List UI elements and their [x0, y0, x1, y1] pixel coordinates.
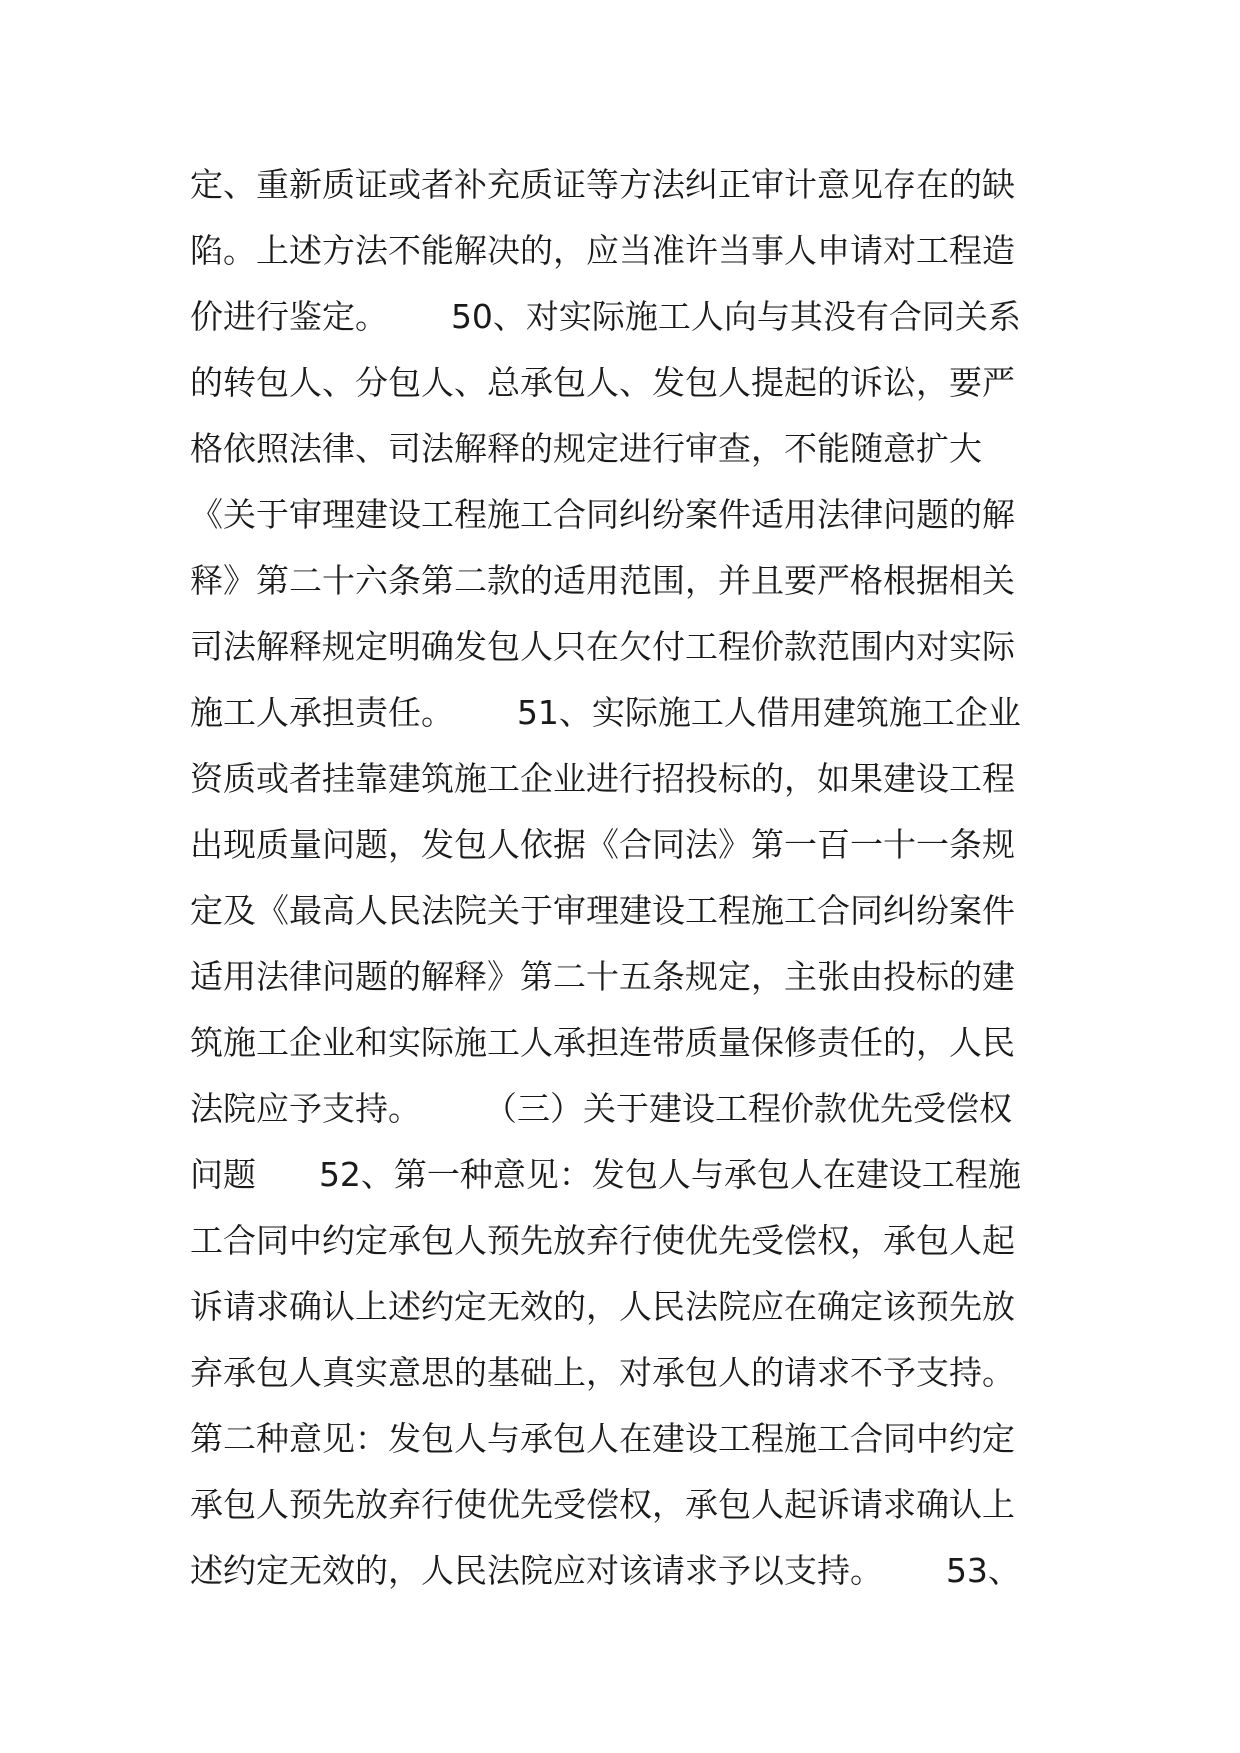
text-line: 司法解释规定明确发包人只在欠付工程价款范围内对实际 [190, 627, 1015, 666]
text-line: 述约定无效的，人民法院应对该请求予以支持。 53、 [190, 1551, 1021, 1590]
text-line: 价进行鉴定。 50、对实际施工人向与其没有合同关系 [190, 297, 1021, 336]
text-line: 第二种意见：发包人与承包人在建设工程施工合同中约定 [190, 1419, 1015, 1458]
text-line: 出现质量问题，发包人依据《合同法》第一百一十一条规 [190, 825, 1015, 864]
text-line: 适用法律问题的解释》第二十五条规定，主张由投标的建 [190, 957, 1015, 996]
text-line: 资质或者挂靠建筑施工企业进行招投标的，如果建设工程 [190, 759, 1015, 798]
text-line: 定、重新质证或者补充质证等方法纠正审计意见存在的缺 [190, 165, 1015, 204]
body-text [190, 152, 1050, 1604]
text-line: 法院应予支持。 （三）关于建设工程价款优先受偿权 [190, 1089, 1012, 1128]
text-line: 定及《最高人民法院关于审理建设工程施工合同纠纷案件 [190, 891, 1015, 930]
text-line: 弃承包人真实意思的基础上，对承包人的请求不予支持。 [190, 1353, 1015, 1392]
text-line: 工合同中约定承包人预先放弃行使优先受偿权，承包人起 [190, 1221, 1015, 1260]
text-line: 《关于审理建设工程施工合同纠纷案件适用法律问题的解 [190, 495, 1015, 534]
text-line: 问题 52、第一种意见：发包人与承包人在建设工程施 [190, 1155, 1021, 1194]
text-line: 诉请求确认上述约定无效的，人民法院应在确定该预先放 [190, 1287, 1015, 1326]
text-line: 承包人预先放弃行使优先受偿权，承包人起诉请求确认上 [190, 1485, 1015, 1524]
text-line: 格依照法律、司法解释的规定进行审查，不能随意扩大 [190, 429, 982, 468]
text-line: 施工人承担责任。 51、实际施工人借用建筑施工企业 [190, 693, 1021, 732]
text-line: 释》第二十六条第二款的适用范围，并且要严格根据相关 [190, 561, 1015, 600]
text-line: 筑施工企业和实际施工人承担连带质量保修责任的，人民 [190, 1023, 1015, 1062]
text-line: 陷。上述方法不能解决的，应当准许当事人申请对工程造 [190, 231, 1015, 270]
text-line: 的转包人、分包人、总承包人、发包人提起的诉讼，要严 [190, 363, 1015, 402]
